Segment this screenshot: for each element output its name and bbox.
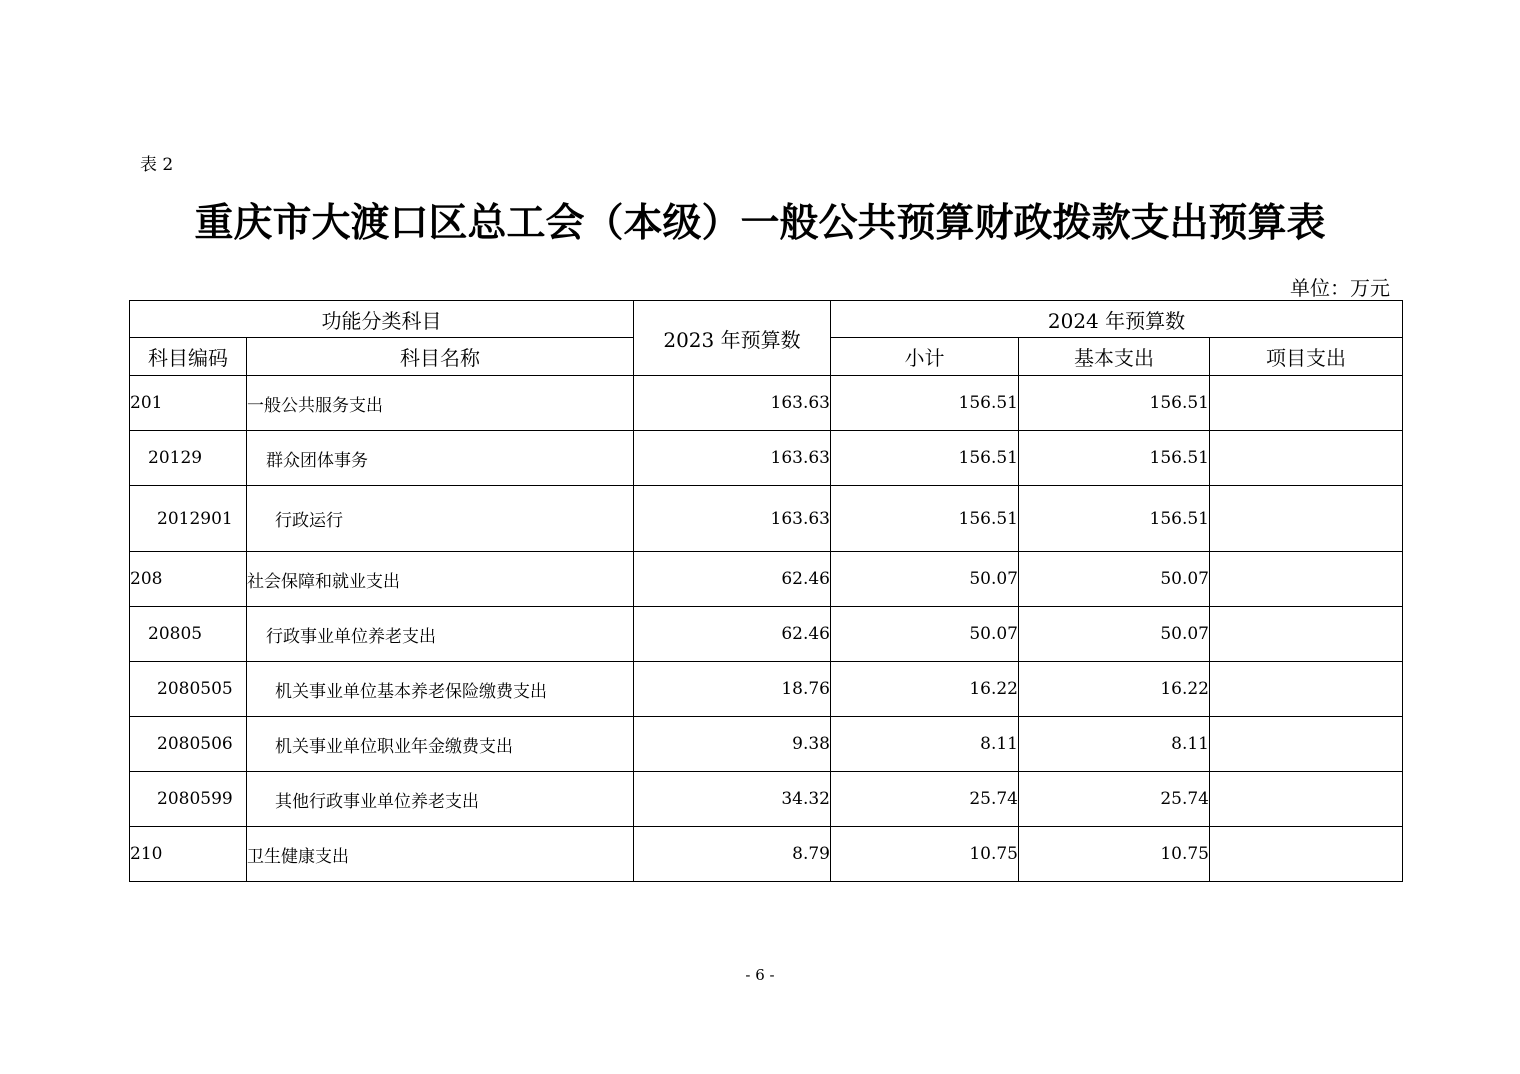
row-budget-2023: 62.46 — [634, 607, 831, 662]
header-category-group: 功能分类科目 — [130, 301, 634, 338]
row-basic: 10.75 — [1019, 827, 1210, 882]
row-subtotal: 25.74 — [831, 772, 1019, 827]
document-title: 重庆市大渡口区总工会（本级）一般公共预算财政拨款支出预算表 — [194, 201, 1326, 246]
row-code: 2012901 — [130, 486, 247, 552]
row-project — [1210, 772, 1403, 827]
row-name: 其他行政事业单位养老支出 — [247, 772, 634, 827]
row-name: 社会保障和就业支出 — [247, 552, 634, 607]
row-basic: 25.74 — [1019, 772, 1210, 827]
page-number: - 6 - — [745, 966, 775, 984]
row-project — [1210, 827, 1403, 882]
budget-table — [129, 300, 1403, 882]
table-row — [130, 552, 1403, 607]
table-row — [130, 717, 1403, 772]
row-subtotal: 156.51 — [831, 486, 1019, 552]
row-subtotal: 10.75 — [831, 827, 1019, 882]
row-basic: 16.22 — [1019, 662, 1210, 717]
row-budget-2023: 9.38 — [634, 717, 831, 772]
row-budget-2023: 163.63 — [634, 431, 831, 486]
row-subtotal: 156.51 — [831, 431, 1019, 486]
row-name: 一般公共服务支出 — [247, 376, 634, 431]
table-row — [130, 772, 1403, 827]
row-basic: 50.07 — [1019, 552, 1210, 607]
row-code: 208 — [130, 552, 247, 607]
unit-label: 单位：万元 — [1290, 276, 1390, 300]
row-project — [1210, 607, 1403, 662]
row-subtotal: 16.22 — [831, 662, 1019, 717]
row-project — [1210, 486, 1403, 552]
row-budget-2023: 163.63 — [634, 376, 831, 431]
row-budget-2023: 18.76 — [634, 662, 831, 717]
header-basic: 基本支出 — [1019, 338, 1210, 376]
row-project — [1210, 662, 1403, 717]
row-project — [1210, 552, 1403, 607]
row-budget-2023: 163.63 — [634, 486, 831, 552]
row-subtotal: 50.07 — [831, 607, 1019, 662]
row-code: 201 — [130, 376, 247, 431]
header-subtotal: 小计 — [831, 338, 1019, 376]
row-basic: 8.11 — [1019, 717, 1210, 772]
header-code: 科目编码 — [130, 338, 247, 376]
table-number-label: 表 2 — [140, 155, 174, 175]
row-code: 20805 — [130, 607, 247, 662]
row-basic: 156.51 — [1019, 431, 1210, 486]
header-budget-2024-group: 2024 年预算数 — [831, 301, 1403, 338]
row-code: 210 — [130, 827, 247, 882]
row-project — [1210, 717, 1403, 772]
header-project: 项目支出 — [1210, 338, 1403, 376]
row-subtotal: 50.07 — [831, 552, 1019, 607]
row-name: 行政运行 — [247, 486, 634, 552]
row-code: 2080506 — [130, 717, 247, 772]
row-code: 20129 — [130, 431, 247, 486]
row-name: 行政事业单位养老支出 — [247, 607, 634, 662]
table-row — [130, 827, 1403, 882]
header-budget-2023: 2023 年预算数 — [634, 301, 831, 376]
table-row — [130, 662, 1403, 717]
row-budget-2023: 34.32 — [634, 772, 831, 827]
row-name: 群众团体事务 — [247, 431, 634, 486]
row-subtotal: 8.11 — [831, 717, 1019, 772]
row-name: 卫生健康支出 — [247, 827, 634, 882]
row-subtotal: 156.51 — [831, 376, 1019, 431]
row-code: 2080505 — [130, 662, 247, 717]
table-row — [130, 431, 1403, 486]
row-project — [1210, 431, 1403, 486]
row-name: 机关事业单位职业年金缴费支出 — [247, 717, 634, 772]
row-basic: 156.51 — [1019, 376, 1210, 431]
row-name: 机关事业单位基本养老保险缴费支出 — [247, 662, 634, 717]
table-row — [130, 376, 1403, 431]
table-row — [130, 607, 1403, 662]
row-budget-2023: 8.79 — [634, 827, 831, 882]
row-basic: 50.07 — [1019, 607, 1210, 662]
row-basic: 156.51 — [1019, 486, 1210, 552]
row-project — [1210, 376, 1403, 431]
row-code: 2080599 — [130, 772, 247, 827]
row-budget-2023: 62.46 — [634, 552, 831, 607]
table-row — [130, 486, 1403, 552]
header-name: 科目名称 — [247, 338, 634, 376]
